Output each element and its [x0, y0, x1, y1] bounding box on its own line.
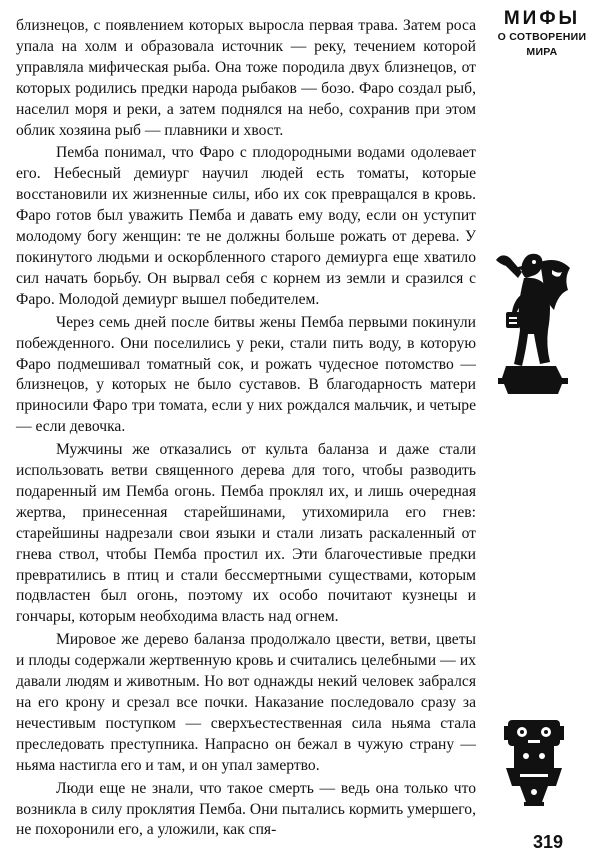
paragraph-6: Люди еще не знали, что такое смерть — ведь она только что возникла в силу проклятия Пемба. Они пытались кормить умершего, не похоронили его, а уложили, как спя-	[16, 779, 476, 839]
paragraph-2: Пемба понимал, что Фаро с плодородными водами одолевает его. Небесный демиург научил людей есть томаты, которые восстановили их жизненные силы, ибо их сок превращался в кровь. Фаро готов был уважить Пемба и давать ему воду, если он уступит молодому богу женщин: те не должны больше рожать от дерева. У покинутого людьми и оскорбленного старого демиурга еще хватило сил начать борьбу. Он вырвал себя с корнем из земли и сразился с Фаро. Молодой демиург вышел победителем.	[16, 144, 476, 308]
paragraph-3: Через семь дней после битвы жены Пемба первыми покинули побежденного. Они поселились у реки, стали пить воду, в которую Фаро подмешивал томатный сок, и рожать чудесное потомство — близнецов, у которых не было суставов. В благодарность матери приносили Фаро три томата, если у них рождался мальчик, и четыре — если девочка.	[16, 313, 476, 436]
winged-deity-figure-icon	[492, 238, 574, 398]
page-number: 319	[532, 832, 564, 852]
paragraph-1: близнецов, с появлением которых выросла первая трава. Затем роса упала на холм и образовала источник — реку, течением которой управляла мифическая рыба. Она тоже породила двух близнецов, от которых родились предки народа рыбаков — бозо. Фаро создал рыб, населил моря и реки, а затем поднялся на небо, сохранив при этом облик хозяина рыб — плавники и хвост.	[16, 17, 476, 139]
totem-figure-icon	[502, 716, 566, 808]
running-header-title: МИФЫ	[503, 8, 581, 29]
side-column	[484, 0, 600, 866]
main-text-column	[16, 16, 476, 841]
paragraph-4: Мужчины же отказались от культа баланза и даже стали использовать ветви священного дерева для того, чтобы разводить подаренный им Пемба огонь. Пемба проклял их, и лишь очередная жертва, принесенная старейшинами, утихомирила его гнев: старейшины надрезали свои языки и стали лизать раскаленный от гнева ствол, чтобы Пемба простил их. Эти благочестивые предки превратились в птиц и стали бессмертными существами, которым подвластен был огонь, поэтому их особо почитают кузнецы и гончары, которым необходима власть над огнем.	[16, 441, 476, 626]
running-header	[484, 8, 600, 60]
paragraph-5: Мировое же дерево баланза продолжало цвести, ветви, цветы и плоды содержали жертвенную кровь и считались целебными — их давали людям и животным. Но вот однажды некий человек забрался на его крону и срезал все почки. Наказание последовало сразу за нечестивым поступком — сверхъестественная сила ньяма стала преследовать преступника. Напрасно он бежал в чужую страну — ньяма настигла его и там, и он упал замертво.	[16, 631, 476, 774]
running-header-subtitle-1: О СОТВОРЕНИИ	[497, 31, 587, 43]
running-header-subtitle-2: МИРА	[526, 46, 558, 58]
